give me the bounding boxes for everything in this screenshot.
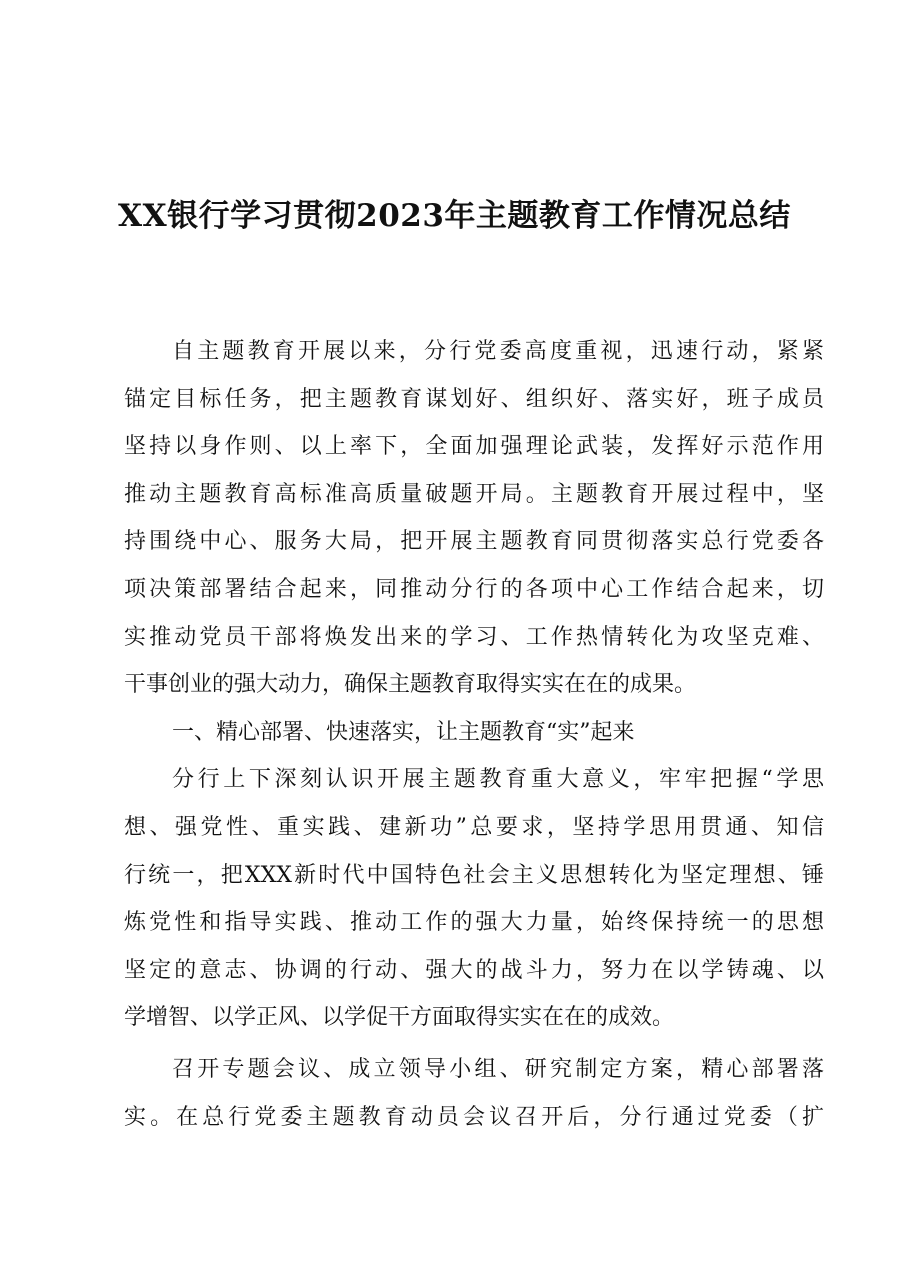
text-line: 学增智、以学正风、以学促干方面取得实实在在的成效。	[124, 1005, 675, 1031]
text-line: 坚定的意志、协调的行动、强大的战斗力，努力在以学铸魂、以	[124, 957, 824, 983]
text-line: 行统一，把XXX新时代中国特色社会主义思想转化为坚定理想、锤	[124, 862, 824, 888]
text-line: 自主题教育开展以来，分行党委高度重视，迅速行动，紧紧	[172, 339, 824, 364]
text-line: 分行上下深刻认识开展主题教育重大意义，牢牢把握“学思	[172, 767, 824, 793]
document-body	[124, 328, 824, 1141]
section-heading-text: 一、精心部署、快速落实，让主题教育“实”起来	[172, 719, 635, 745]
text-line: 项决策部署结合起来，同推动分行的各项中心工作结合起来，切	[124, 576, 824, 602]
text-line: 推动主题教育高标准高质量破题开局。主题教育开展过程中，坚	[124, 481, 824, 507]
paragraph-intro	[124, 328, 824, 709]
text-line: 坚持以身作则、以上率下，全面加强理论武装，发挥好示范作用	[124, 434, 824, 460]
document-title: XX银行学习贯彻2023年主题教育工作情况总结	[118, 198, 791, 234]
text-line: 实。在总行党委主题教育动员会议召开后，分行通过党委（扩	[124, 1104, 824, 1130]
text-line: 持围绕中心、服务大局，把开展主题教育同贯彻落实总行党委各	[124, 529, 824, 555]
text-line: 想、强党性、重实践、建新功”总要求，坚持学思用贯通、知信	[124, 814, 824, 840]
text-line: 炼党性和指导实践、推动工作的强大力量，始终保持统一的思想	[124, 910, 824, 936]
section-heading-1	[124, 709, 824, 757]
text-line: 召开专题会议、成立领导小组、研究制定方案，精心部署落	[172, 1056, 824, 1082]
text-line: 干事创业的强大动力，确保主题教育取得实实在在的成果。	[124, 672, 697, 698]
paragraph-meetings	[124, 1046, 824, 1141]
text-line: 实推动党员干部将焕发出来的学习、工作热情转化为攻坚克难、	[124, 624, 824, 650]
paragraph-section-1	[124, 756, 824, 1042]
text-line: 锚定目标任务，把主题教育谋划好、组织好、落实好，班子成员	[124, 386, 824, 412]
